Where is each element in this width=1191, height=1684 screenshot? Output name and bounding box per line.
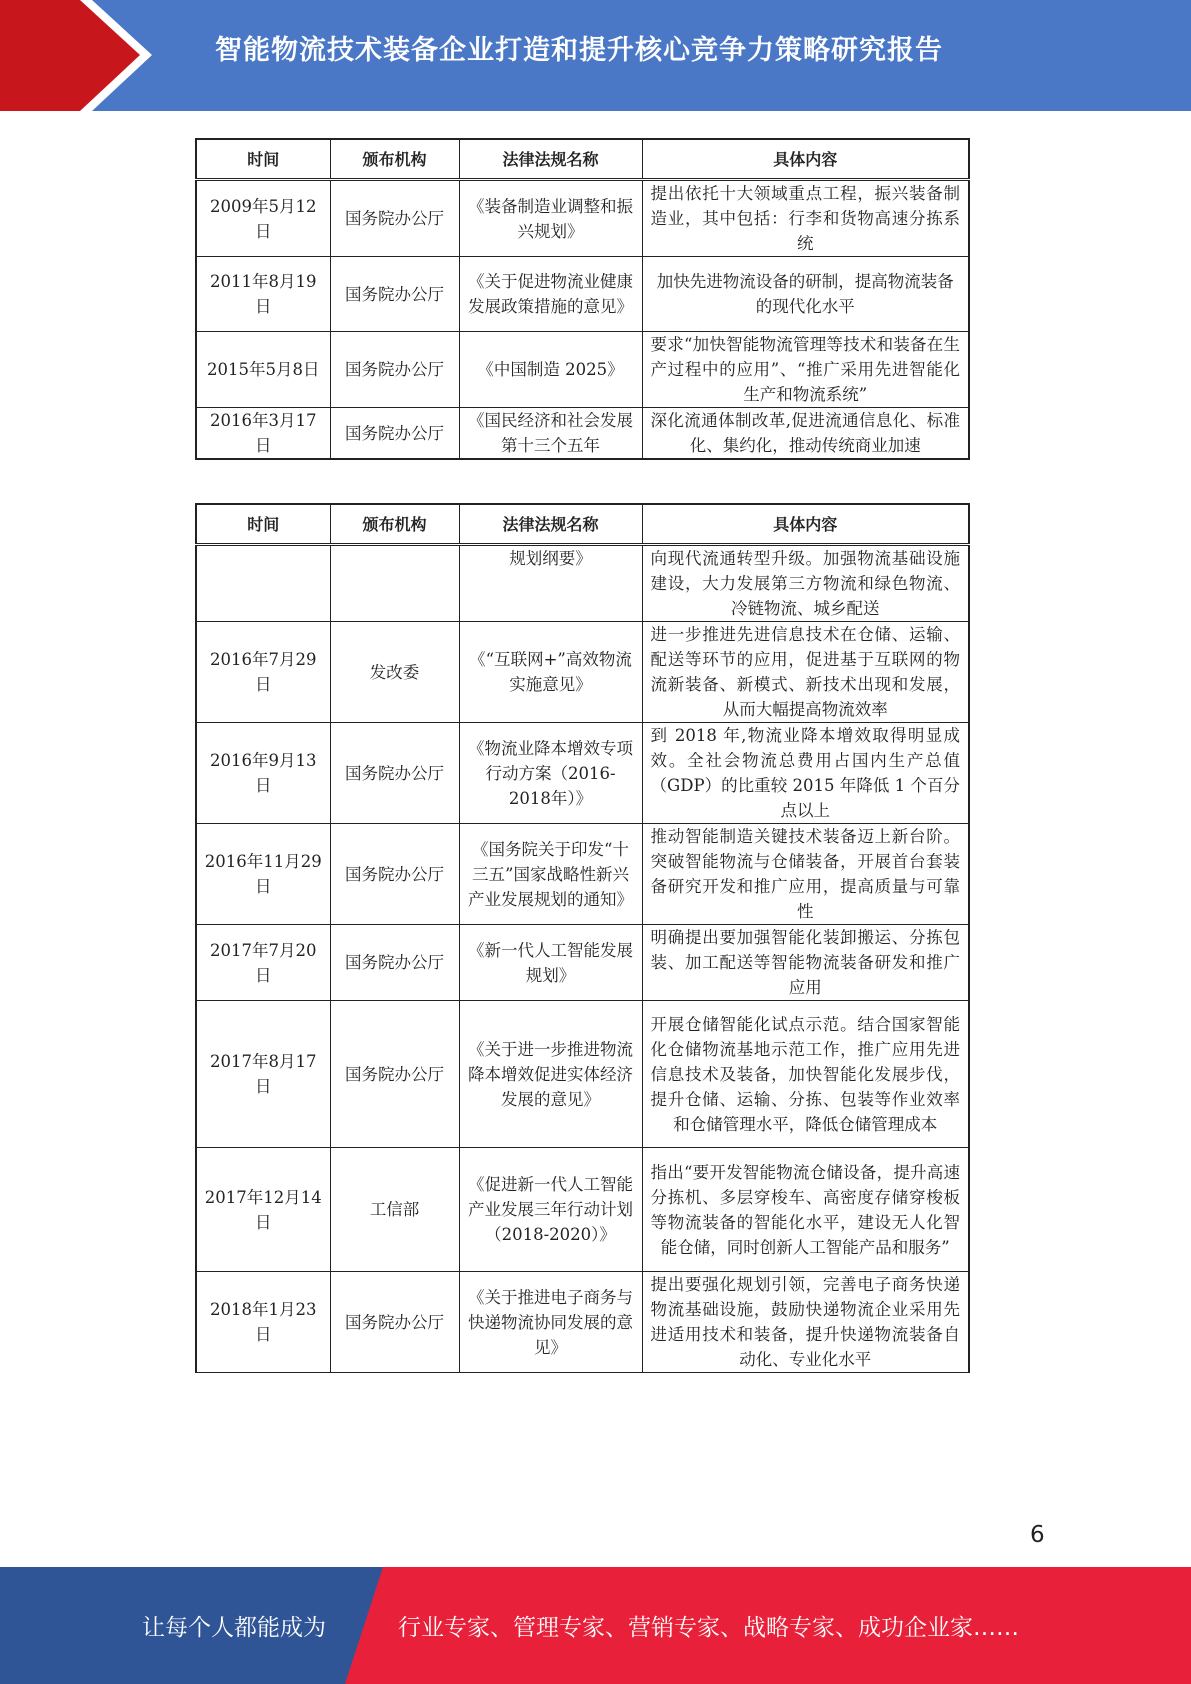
table-row — [196, 545, 969, 622]
table-row — [196, 408, 969, 460]
table-row — [196, 180, 969, 257]
table-row — [196, 1001, 969, 1148]
cell-date: 2017年7月20日 — [196, 925, 330, 1001]
cell-agency: 国务院办公厅 — [330, 824, 459, 925]
table-row — [196, 622, 969, 723]
cell-content: 提出要强化规划引领，完善电子商务快递物流基础设施，鼓励快递物流企业采用先进适用技术和装备，提升快递物流装备自动化、专业化水平 — [642, 1272, 969, 1373]
cell-agency: 发改委 — [330, 622, 459, 723]
cell-regulation-name: 《物流业降本增效专项行动方案（2016-2018年）》 — [459, 723, 642, 824]
header-banner — [0, 0, 1191, 111]
regulations-table-part-1 — [195, 138, 970, 460]
column-header-regulation-name: 法律法规名称 — [459, 504, 642, 545]
cell-content: 到 2018 年,物流业降本增效取得明显成效。全社会物流总费用占国内生产总值（GDP）的比重较 2015 年降低 1 个百分点以上 — [642, 723, 969, 824]
cell-agency: 国务院办公厅 — [330, 925, 459, 1001]
column-header-date: 时间 — [196, 139, 330, 180]
column-header-content: 具体内容 — [642, 504, 969, 545]
cell-date: 2017年12月14日 — [196, 1148, 330, 1272]
cell-regulation-name: 《中国制造 2025》 — [459, 332, 642, 408]
report-title: 智能物流技术装备企业打造和提升核心竞争力策略研究报告 — [215, 35, 943, 66]
table-row — [196, 257, 969, 332]
table-header-row — [196, 504, 969, 545]
cell-date: 2016年3月17日 — [196, 408, 330, 460]
cell-regulation-name: 《促进新一代人工智能产业发展三年行动计划（2018-2020）》 — [459, 1148, 642, 1272]
cell-regulation-name: 《“互联网+”高效物流实施意见》 — [459, 622, 642, 723]
cell-agency — [330, 545, 459, 622]
cell-date — [196, 545, 330, 622]
table-row — [196, 925, 969, 1001]
cell-date: 2017年8月17日 — [196, 1001, 330, 1148]
cell-content: 进一步推进先进信息技术在仓储、运输、配送等环节的应用，促进基于互联网的物流新装备、新模式、新技术出现和发展，从而大幅提高物流效率 — [642, 622, 969, 723]
footer-banner — [0, 1567, 1191, 1684]
table-row — [196, 332, 969, 408]
cell-agency: 国务院办公厅 — [330, 257, 459, 332]
cell-regulation-name: 《国务院关于印发“十三五”国家战略性新兴产业发展规划的通知》 — [459, 824, 642, 925]
regulations-table-part-2 — [195, 503, 970, 1373]
cell-content: 指出“要开发智能物流仓储设备，提升高速分拣机、多层穿梭车、高密度存储穿梭板等物流装备的智能化水平，建设无人化智能仓储，同时创新人工智能产品和服务” — [642, 1148, 969, 1272]
column-header-agency: 颁布机构 — [330, 139, 459, 180]
page-number: 6 — [1030, 1522, 1045, 1548]
cell-date: 2009年5月12日 — [196, 180, 330, 257]
table-row — [196, 824, 969, 925]
cell-content: 开展仓储智能化试点示范。结合国家智能化仓储物流基地示范工作，推广应用先进信息技术及装备，加快智能化发展步伐，提升仓储、运输、分拣、包装等作业效率和仓储管理水平，降低仓储管理成本 — [642, 1001, 969, 1148]
cell-agency: 工信部 — [330, 1148, 459, 1272]
cell-agency: 国务院办公厅 — [330, 1001, 459, 1148]
column-header-agency: 颁布机构 — [330, 504, 459, 545]
table-row — [196, 1272, 969, 1373]
cell-date: 2016年7月29日 — [196, 622, 330, 723]
footer-slogan-left: 让每个人都能成为 — [142, 1615, 326, 1641]
cell-content: 要求“加快智能物流管理等技术和装备在生产过程中的应用”、“推广采用先进智能化生产和物流系统” — [642, 332, 969, 408]
cell-content: 向现代流通转型升级。加强物流基础设施建设，大力发展第三方物流和绿色物流、冷链物流、城乡配送 — [642, 545, 969, 622]
cell-date: 2011年8月19日 — [196, 257, 330, 332]
column-header-content: 具体内容 — [642, 139, 969, 180]
cell-regulation-name: 《关于促进物流业健康发展政策措施的意见》 — [459, 257, 642, 332]
table-row — [196, 723, 969, 824]
cell-agency: 国务院办公厅 — [330, 408, 459, 460]
cell-agency: 国务院办公厅 — [330, 332, 459, 408]
cell-date: 2015年5月8日 — [196, 332, 330, 408]
footer-slogan-right: 行业专家、管理专家、营销专家、战略专家、成功企业家…… — [398, 1615, 1019, 1641]
cell-content: 加快先进物流设备的研制，提高物流装备的现代化水平 — [642, 257, 969, 332]
column-header-regulation-name: 法律法规名称 — [459, 139, 642, 180]
cell-content: 推动智能制造关键技术装备迈上新台阶。突破智能物流与仓储装备，开展首台套装备研究开发和推广应用，提高质量与可靠性 — [642, 824, 969, 925]
cell-regulation-name: 规划纲要》 — [459, 545, 642, 622]
cell-regulation-name: 《新一代人工智能发展规划》 — [459, 925, 642, 1001]
cell-content: 明确提出要加强智能化装卸搬运、分拣包装、加工配送等智能物流装备研发和推广应用 — [642, 925, 969, 1001]
table-header-row — [196, 139, 969, 180]
cell-date: 2016年9月13日 — [196, 723, 330, 824]
cell-agency: 国务院办公厅 — [330, 1272, 459, 1373]
cell-agency: 国务院办公厅 — [330, 180, 459, 257]
cell-agency: 国务院办公厅 — [330, 723, 459, 824]
column-header-date: 时间 — [196, 504, 330, 545]
cell-date: 2016年11月29日 — [196, 824, 330, 925]
cell-regulation-name: 《关于进一步推进物流降本增效促进实体经济发展的意见》 — [459, 1001, 642, 1148]
cell-regulation-name: 《国民经济和社会发展第十三个五年 — [459, 408, 642, 460]
table-row — [196, 1148, 969, 1272]
cell-content: 深化流通体制改革,促进流通信息化、标准化、集约化，推动传统商业加速 — [642, 408, 969, 460]
cell-regulation-name: 《装备制造业调整和振兴规划》 — [459, 180, 642, 257]
cell-date: 2018年1月23日 — [196, 1272, 330, 1373]
cell-content: 提出依托十大领域重点工程，振兴装备制造业，其中包括：行李和货物高速分拣系统 — [642, 180, 969, 257]
cell-regulation-name: 《关于推进电子商务与快递物流协同发展的意见》 — [459, 1272, 642, 1373]
